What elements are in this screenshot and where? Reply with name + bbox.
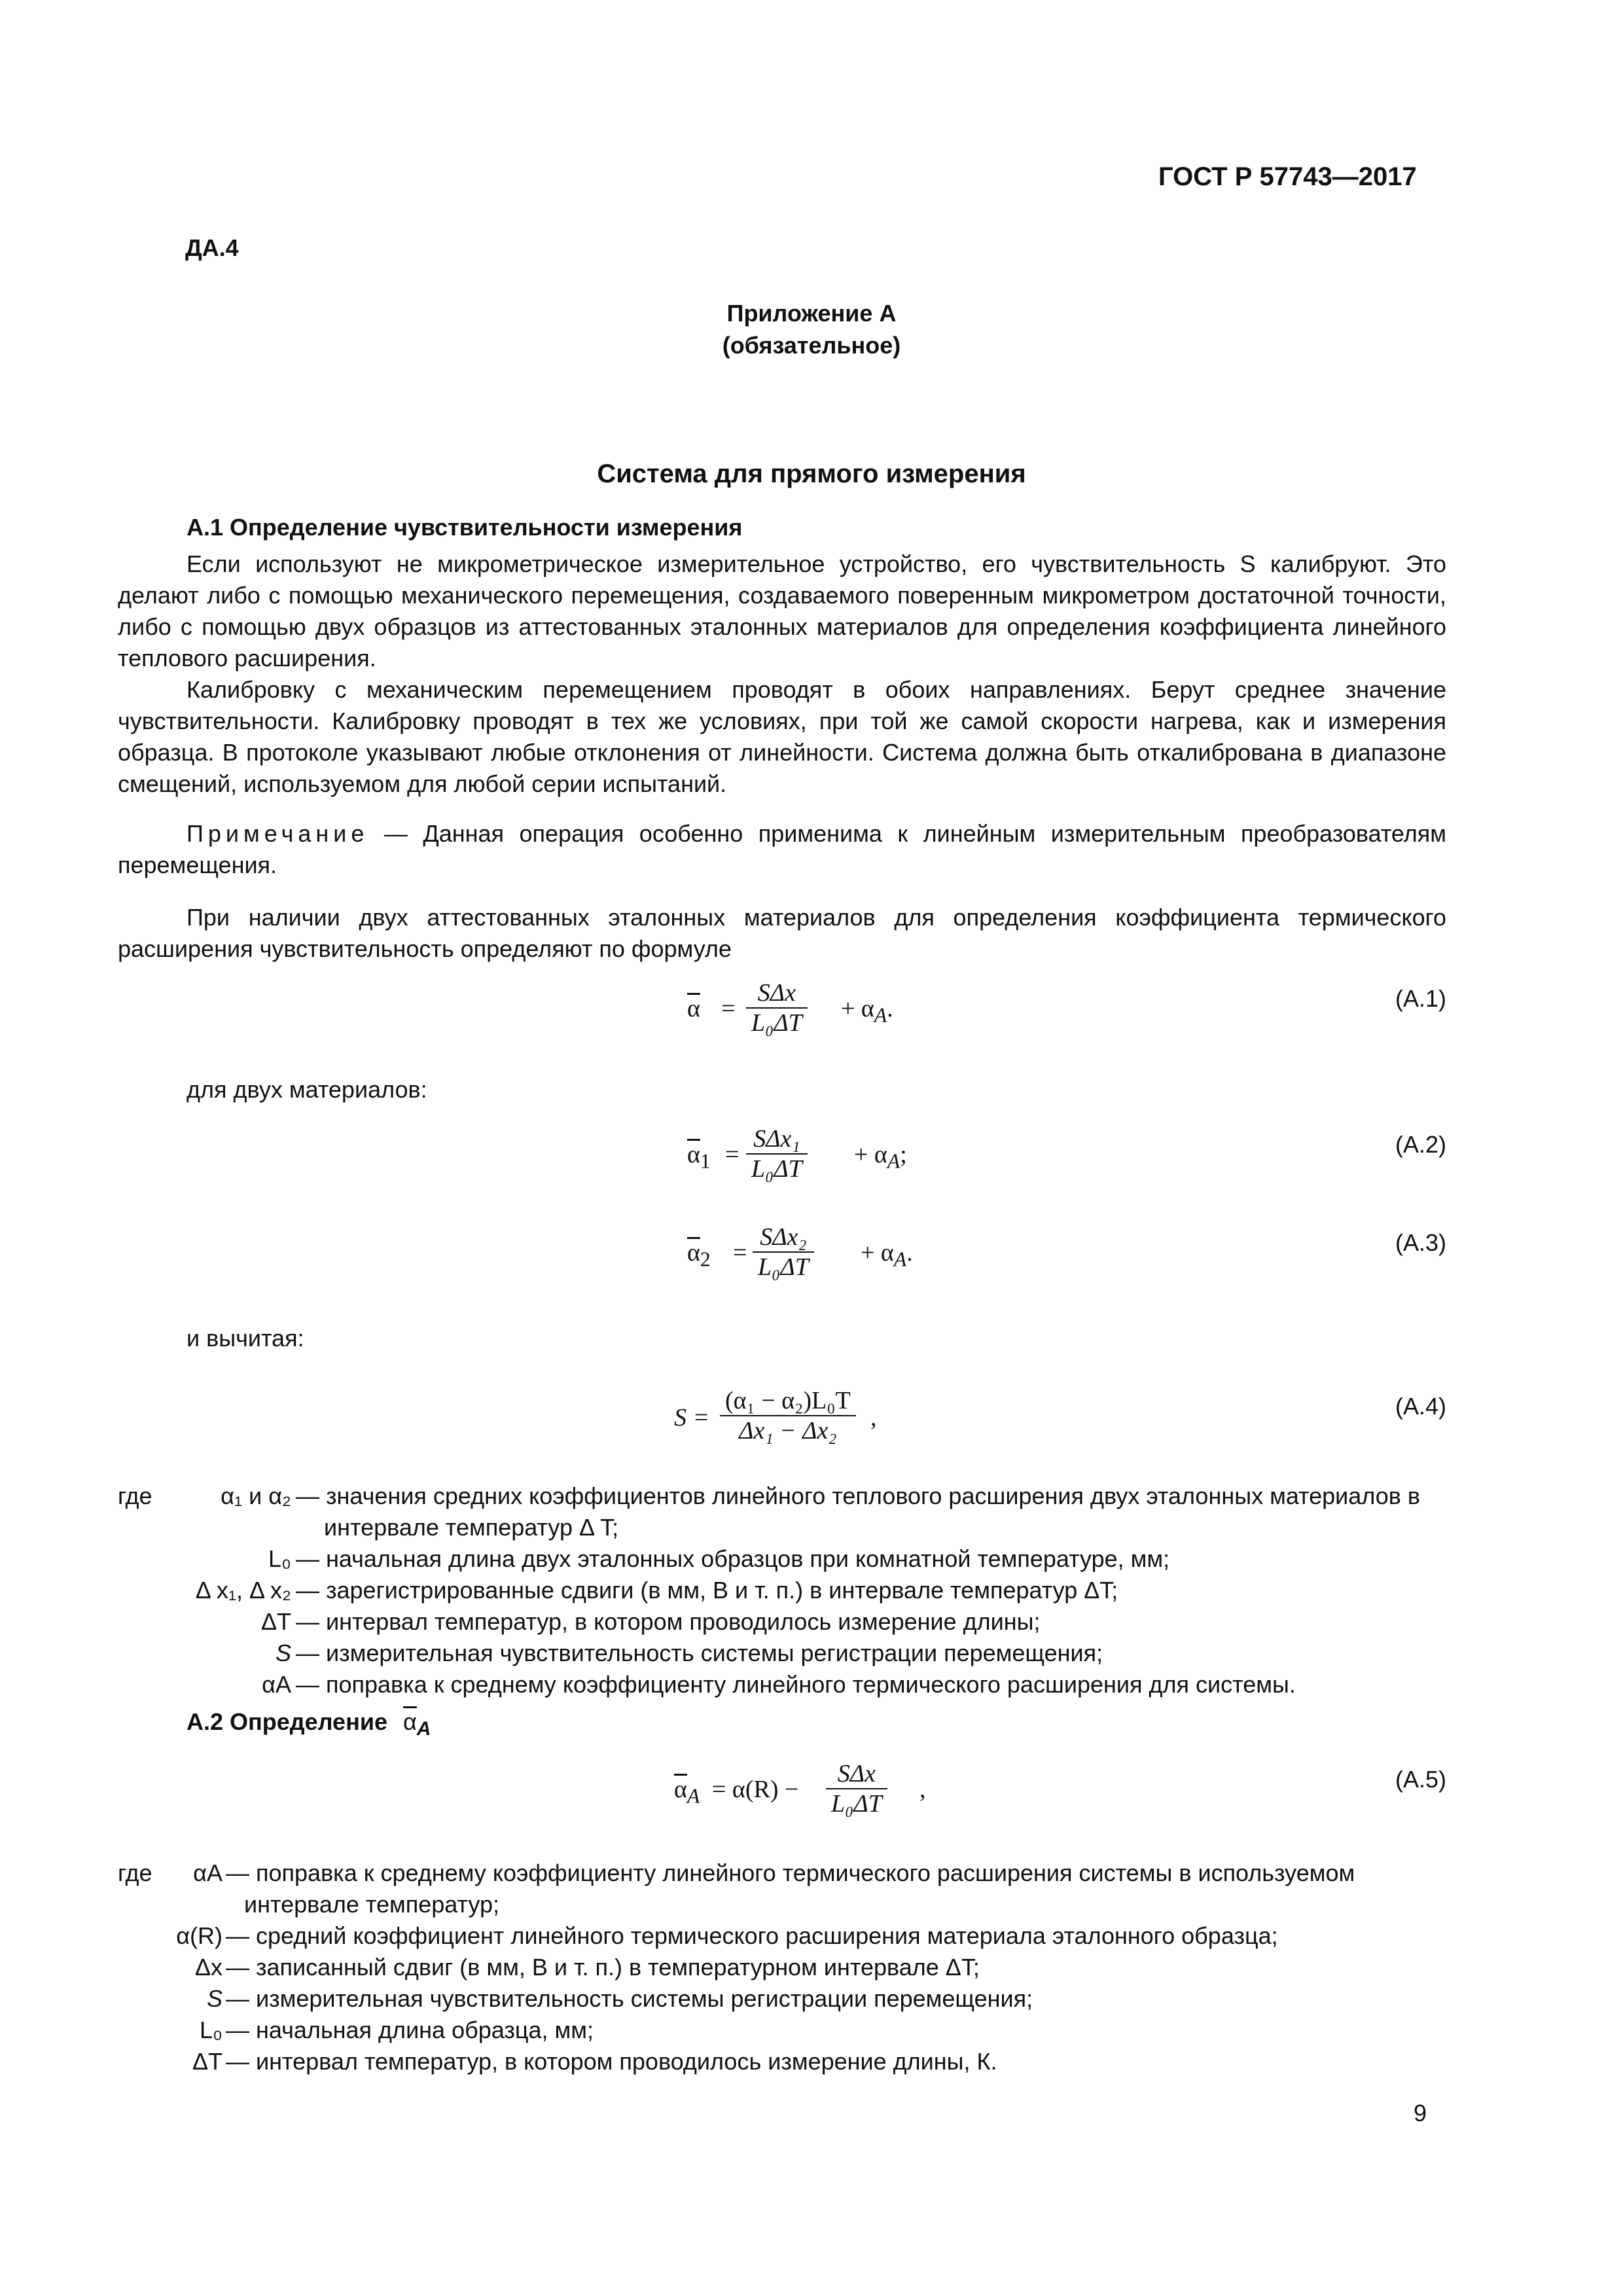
gl1-def-l0: — начальная длина двух эталонных образцов при комнатной температуре, мм; (296, 1545, 1170, 1572)
eq-a3-lhs: $\overline{\alpha}_2$ (687, 1239, 711, 1271)
subtracting-text: и вычитая: (187, 1325, 304, 1352)
equation-a4 (674, 1386, 969, 1458)
gl1-term-alphaA: αA (262, 1671, 291, 1698)
gl2-def-dt: — интервал температур, в котором проводилось измерение длины, К. (226, 2048, 997, 2075)
for-two-materials: для двух материалов: (187, 1076, 427, 1103)
equation-a5 (674, 1759, 1001, 1831)
gl1-def-dt: — интервал температур, в котором проводилось измерение длины; (296, 1608, 1041, 1635)
gl2-term-l0: L₀ (200, 2017, 223, 2043)
a1-heading: А.1 Определение чувствительности измерения (187, 514, 743, 541)
glossary-1-where: где (118, 1482, 152, 1509)
gl1-term-s: S (275, 1640, 291, 1666)
a1-paragraph-2: Калибровку с механическим перемещением проводят в обоих направлениях. Берут среднее значение чувствительности. Калибровку проводят в тех же условиях, при той же самой скорости нагрева, как и измерения образца. В протоколе указывают любые отклонения от линейности. Система должна быть откалибрована в диапазоне смещений, используемом для любой серии испытаний. (118, 676, 1446, 797)
appendix-status: (обязательное) (722, 332, 901, 359)
eq-a4-label: (А.4) (1395, 1393, 1446, 1420)
a2-heading: А.2 Определение $\overline{\alpha}_A$ (187, 1708, 431, 1740)
eq-a2-fraction (746, 1124, 808, 1183)
gl2-term-dt: ΔT (192, 2048, 223, 2075)
equation-a3 (687, 1223, 982, 1295)
eq-a2-equals: = (725, 1141, 740, 1168)
note-label: Примечание (187, 820, 369, 847)
eq-a2-tail: + $\alpha_A$; (854, 1141, 907, 1173)
eq-a5-lhs: $\overline{\alpha}_A$ (674, 1776, 700, 1808)
equation-a1 (687, 978, 949, 1050)
eq-a4-end: , (870, 1404, 877, 1431)
a1-note (118, 818, 1446, 881)
glossary-2 (0, 1857, 1623, 2080)
gl2-term-alphaA: αA (193, 1859, 223, 1886)
eq-a4-fraction (720, 1386, 856, 1445)
eq-a2-lhs: $\overline{\alpha}_1$ (687, 1141, 711, 1173)
eq-a4-denominator: Δx₁ − Δx₂ (739, 1417, 837, 1444)
eq-a3-equals: = (733, 1239, 747, 1266)
section-title: Система для прямого измерения (597, 459, 1026, 488)
eq-a3-label: (А.3) (1395, 1229, 1446, 1256)
gl1-def-alpha12-cont: интервале температур Δ T; (324, 1514, 619, 1541)
eq-a1-label: (А.1) (1395, 985, 1446, 1012)
eq-a3-fraction (753, 1223, 814, 1282)
eq-a1-equals: = (721, 995, 736, 1022)
glossary-1 (0, 1480, 1623, 1703)
gl1-term-alpha12: α₁ и α₂ (221, 1482, 291, 1509)
standard-code: ГОСТ Р 57743—2017 (1158, 162, 1417, 191)
gl2-def-alphaA-cont: интервале температур; (244, 1891, 500, 1918)
eq-a5-mid: = α(R) − (712, 1776, 799, 1803)
gl1-def-alpha12: — значения средних коэффициентов линейного теплового расширения двух эталонных материалов в (296, 1482, 1420, 1509)
equation-a2 (687, 1124, 982, 1196)
gl1-def-dx: — зарегистрированные сдвиги (в мм, В и т. п.) в интервале температур ΔT; (296, 1577, 1118, 1604)
gl1-def-s: — измерительная чувствительность системы регистрации перемещения; (296, 1640, 1103, 1666)
eq-a4-lhs: S = (674, 1404, 710, 1431)
da-label: ДА.4 (185, 234, 239, 261)
eq-a5-fraction (826, 1759, 887, 1818)
gl2-def-l0: — начальная длина образца, мм; (226, 2017, 594, 2043)
gl1-term-dt: ΔT (260, 1608, 291, 1635)
gl2-term-s: S (206, 1985, 223, 2012)
eq-a2-numerator: SΔx₁ (753, 1125, 800, 1153)
eq-a3-tail: + $\alpha_A$. (861, 1239, 913, 1271)
eq-a1-denominator: L₀ΔT (751, 1009, 802, 1037)
eq-a2-denominator: L₀ΔT (751, 1155, 802, 1183)
gl2-def-alphaR: — средний коэффициент линейного термического расширения материала эталонного образца; (226, 1922, 1278, 1949)
note-text: — Данная операция особенно применима к линейным измерительным преобразователям перемещения. (118, 820, 1446, 878)
eq-a3-numerator: SΔx₂ (760, 1223, 807, 1251)
eq-a5-end: , (919, 1776, 926, 1803)
eq-a1-tail: + $\alpha_A$. (841, 995, 893, 1027)
eq-a5-label: (А.5) (1395, 1766, 1446, 1793)
gl2-def-s: — измерительная чувствительность системы регистрации перемещения; (226, 1985, 1033, 2012)
gl1-term-dx: Δ x₁, Δ x₂ (195, 1577, 291, 1604)
eq-a5-numerator: SΔx (837, 1760, 876, 1787)
a1-paragraph-3: При наличии двух аттестованных эталонных материалов для определения коэффициента термического расширения чувствительность определяют по формуле (118, 904, 1446, 962)
gl2-def-alphaA: — поправка к среднему коэффициенту линейного термического расширения системы в используемом (226, 1859, 1355, 1886)
eq-a5-denominator: L₀ΔT (831, 1790, 882, 1818)
glossary-2-where: где (118, 1859, 152, 1886)
gl2-term-alphaR: α(R) (176, 1922, 223, 1949)
eq-a1-fraction (746, 978, 808, 1037)
appendix-title: Приложение А (726, 300, 897, 327)
gl1-def-alphaA: — поправка к среднему коэффициенту линейного термического расширения для системы. (296, 1671, 1296, 1698)
eq-a1-numerator: SΔx (757, 979, 796, 1007)
eq-a4-numerator: (α₁ − α₂)L₀T (725, 1387, 851, 1414)
gl2-def-dx: — записанный сдвиг (в мм, В и т. п.) в температурном интервале ΔT; (226, 1954, 980, 1981)
a1-paragraph-1: Если используют не микрометрическое измерительное устройство, его чувствительность S калибруют. Это делают либо с помощью механического перемещения, создаваемого поверенным микрометром достаточной точности, либо с помощью двух образцов из аттестованных эталонных материалов для определения коэффициента линейного теплового расширения. (118, 550, 1446, 672)
gl2-term-dx: Δx (194, 1954, 223, 1981)
eq-a2-label: (А.2) (1395, 1131, 1446, 1158)
eq-a1-lhs: $\overline{\alpha}$ (687, 995, 700, 1022)
page-number: 9 (1414, 2100, 1427, 2126)
eq-a3-denominator: L₀ΔT (758, 1253, 809, 1281)
gl1-term-l0: L₀ (268, 1545, 291, 1572)
